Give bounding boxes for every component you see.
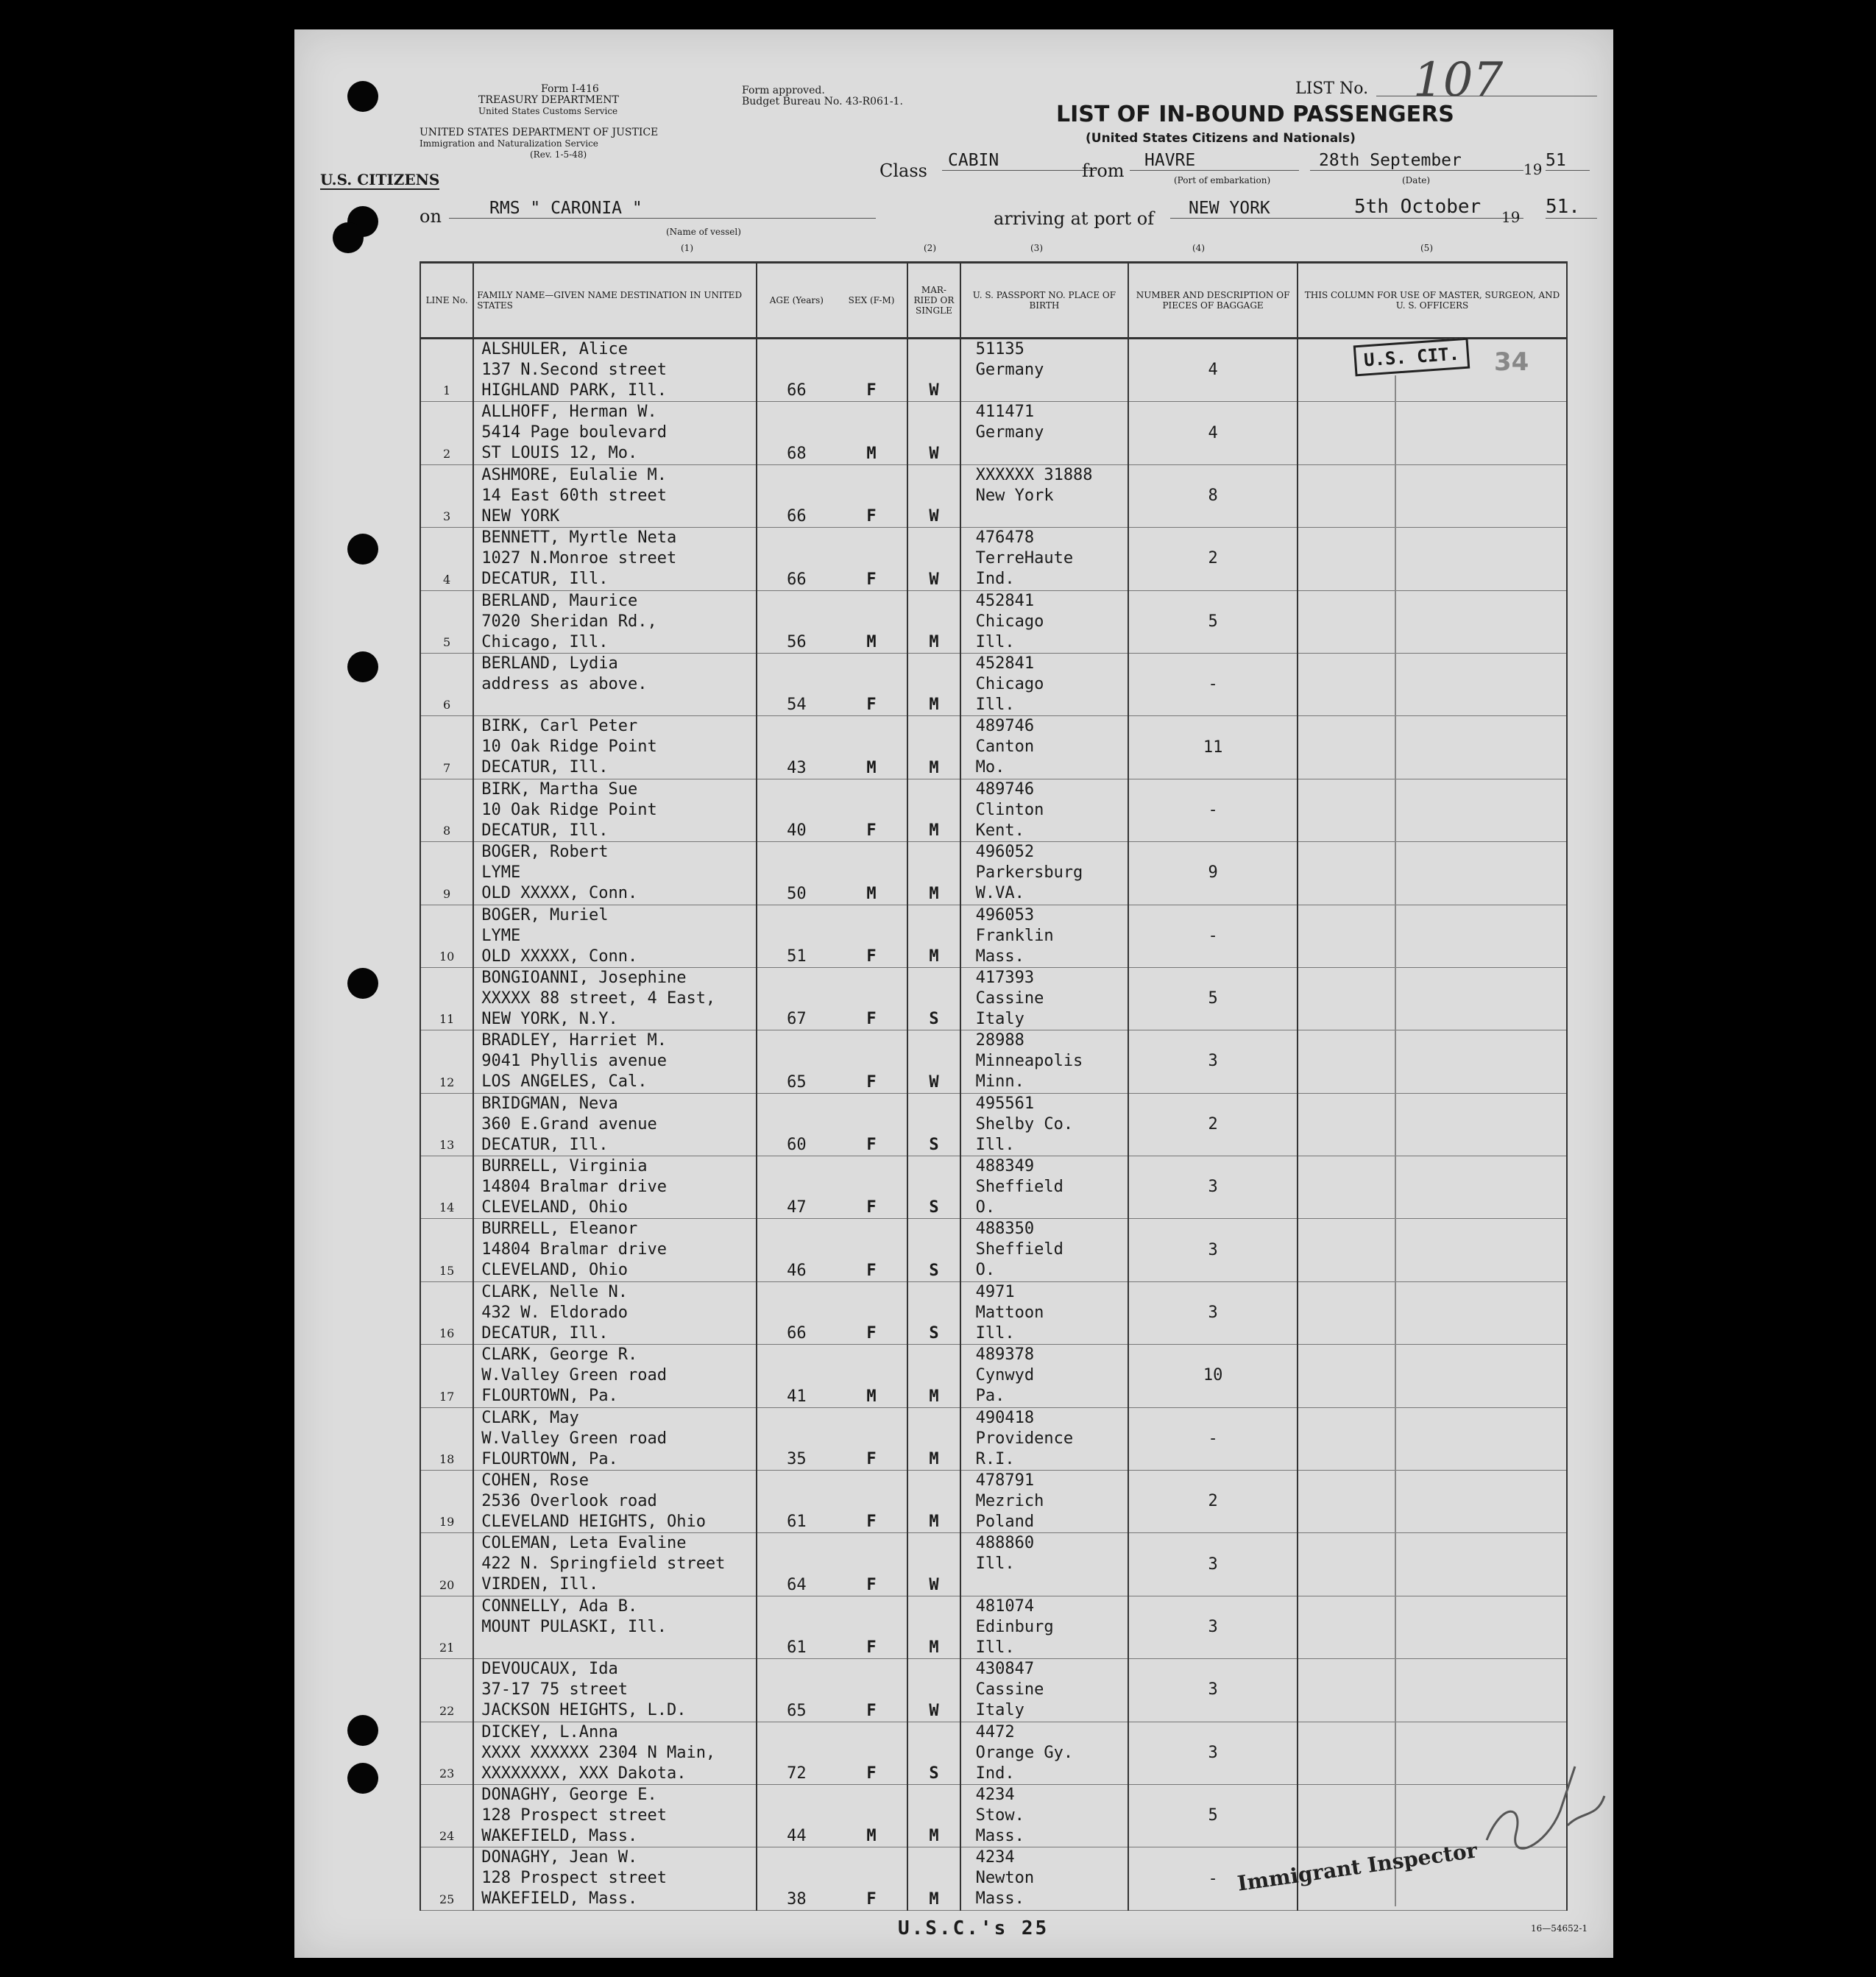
marital-status: M	[907, 1784, 960, 1847]
passenger-name-address: BRIDGMAN, Neva 360 E.Grand avenue DECATUR, Ill.	[473, 1093, 757, 1156]
passport-birthplace: XXXXXX 31888 New York	[960, 464, 1129, 527]
arrival-year: 51.	[1546, 196, 1597, 219]
passenger-sex: F	[836, 1659, 907, 1722]
line-number: 14	[420, 1156, 473, 1219]
marital-status: M	[907, 716, 960, 779]
page-subtitle: (United States Citizens and Nationals)	[1086, 131, 1356, 146]
marital-status: M	[907, 1596, 960, 1658]
arriving-label: arriving at port of	[994, 208, 1155, 229]
passport-birthplace: 476478 TerreHaute Ind.	[960, 528, 1129, 590]
baggage-count: 3	[1128, 1030, 1298, 1093]
col-header-married: MAR-RIED OR SINGLE	[907, 263, 960, 339]
passenger-name-address: CLARK, George R. W.Valley Green road FLOURTOWN, Pa.	[473, 1345, 757, 1407]
passenger-sex: F	[836, 339, 907, 402]
passenger-name-address: DONAGHY, Jean W. 128 Prospect street WAKEFIELD, Mass.	[473, 1847, 757, 1910]
passenger-sex: M	[836, 842, 907, 905]
vessel-caption: (Name of vessel)	[666, 227, 741, 237]
marital-status: W	[907, 528, 960, 590]
baggage-count: -	[1128, 653, 1298, 715]
passport-birthplace: 495561 Shelby Co. Ill.	[960, 1093, 1129, 1156]
passport-birthplace: 4234 Stow. Mass.	[960, 1784, 1129, 1847]
passenger-name-address: CLARK, Nelle N. 432 W. Eldorado DECATUR, Ill.	[473, 1281, 757, 1344]
line-number: 8	[420, 779, 473, 841]
baggage-count: 5	[1128, 1784, 1298, 1847]
officer-use-cell	[1298, 1219, 1567, 1281]
passenger-age: 56	[757, 590, 836, 653]
line-number: 6	[420, 653, 473, 715]
passenger-age: 64	[757, 1533, 836, 1596]
class-value: CABIN	[942, 151, 1097, 171]
passenger-sex: M	[836, 716, 907, 779]
budget-bureau: Budget Bureau No. 43-R061-1.	[742, 96, 903, 107]
line-number: 11	[420, 967, 473, 1030]
passport-birthplace: 452841 Chicago Ill.	[960, 653, 1129, 715]
passenger-age: 67	[757, 967, 836, 1030]
depart-date: 28th September	[1310, 151, 1523, 171]
marital-status: S	[907, 967, 960, 1030]
inspector-signature	[1457, 1722, 1619, 1884]
punch-hole	[347, 1763, 378, 1794]
col-num-4: (4)	[1192, 243, 1205, 253]
department: TREASURY DEPARTMENT	[478, 94, 619, 106]
baggage-count: 8	[1128, 464, 1298, 527]
passenger-name-address: BURRELL, Virginia 14804 Bralmar drive CLEVELAND, Ohio	[473, 1156, 757, 1219]
passport-birthplace: 489746 Canton Mo.	[960, 716, 1129, 779]
passenger-name-address: DICKEY, L.Anna XXXX XXXXXX 2304 N Main, XXXXXXXX, XXX Dakota.	[473, 1722, 757, 1784]
marital-status: M	[907, 779, 960, 841]
col-header-age: AGE (Years)	[757, 263, 836, 339]
baggage-count: 3	[1128, 1219, 1298, 1281]
page-title: LIST OF IN-BOUND PASSENGERS	[1056, 102, 1454, 127]
passport-birthplace: 490418 Providence R.I.	[960, 1407, 1129, 1470]
baggage-count: 11	[1128, 716, 1298, 779]
officer-use-cell	[1298, 1281, 1567, 1344]
punch-hole	[333, 222, 364, 253]
form-number: Form I-416	[541, 83, 599, 95]
passport-birthplace: 478791 Mezrich Poland	[960, 1471, 1129, 1533]
port-embarkation-caption: (Port of embarkation)	[1174, 175, 1271, 185]
passport-birthplace: 430847 Cassine Italy	[960, 1659, 1129, 1722]
marital-status: W	[907, 402, 960, 464]
passenger-age: 41	[757, 1345, 836, 1407]
line-number: 21	[420, 1596, 473, 1658]
officer-use-cell	[1298, 1533, 1567, 1596]
baggage-count: 4	[1128, 339, 1298, 402]
date-caption: (Date)	[1402, 175, 1431, 185]
baggage-count: -	[1128, 1847, 1298, 1910]
passenger-age: 50	[757, 842, 836, 905]
punch-hole	[347, 1715, 378, 1746]
passport-birthplace: 28988 Minneapolis Minn.	[960, 1030, 1129, 1093]
passenger-age: 44	[757, 1784, 836, 1847]
marital-status: M	[907, 1471, 960, 1533]
line-number: 16	[420, 1281, 473, 1344]
passenger-age: 47	[757, 1156, 836, 1219]
marital-status: W	[907, 1659, 960, 1722]
line-number: 15	[420, 1219, 473, 1281]
passenger-sex: M	[836, 1784, 907, 1847]
passenger-name-address: BONGIOANNI, Josephine XXXXX 88 street, 4 East, NEW YORK, N.Y.	[473, 967, 757, 1030]
depart-year: 51	[1546, 151, 1590, 171]
col-header-line: LINE No.	[420, 263, 473, 339]
baggage-count: 2	[1128, 528, 1298, 590]
passport-birthplace: 4234 Newton Mass.	[960, 1847, 1129, 1910]
col-header-officers: THIS COLUMN FOR USE OF MASTER, SURGEON, AND U. S. OFFICERS	[1298, 263, 1567, 339]
baggage-count: -	[1128, 1407, 1298, 1470]
marital-status: M	[907, 1407, 960, 1470]
passenger-sex: F	[836, 528, 907, 590]
passenger-name-address: BRADLEY, Harriet M. 9041 Phyllis avenue LOS ANGELES, Cal.	[473, 1030, 757, 1093]
passport-birthplace: 51135 Germany	[960, 339, 1129, 402]
officer-use-cell	[1298, 779, 1567, 841]
col-header-name: FAMILY NAME—GIVEN NAME DESTINATION IN UNITED STATES	[473, 263, 757, 339]
passenger-sex: M	[836, 1345, 907, 1407]
passport-birthplace: 4971 Mattoon Ill.	[960, 1281, 1129, 1344]
passport-birthplace: 4472 Orange Gy. Ind.	[960, 1722, 1129, 1784]
line-number: 17	[420, 1345, 473, 1407]
service: United States Customs Service	[478, 106, 618, 116]
baggage-count: -	[1128, 779, 1298, 841]
officer-use-cell	[1298, 1659, 1567, 1722]
passenger-age: 66	[757, 528, 836, 590]
col-header-baggage: NUMBER AND DESCRIPTION OF PIECES OF BAGGAGE	[1128, 263, 1298, 339]
passenger-age: 60	[757, 1093, 836, 1156]
passport-birthplace: 481074 Edinburg Ill.	[960, 1596, 1129, 1658]
col-header-passport: U. S. PASSPORT NO. PLACE OF BIRTH	[960, 263, 1129, 339]
passenger-sex: F	[836, 967, 907, 1030]
marital-status: S	[907, 1281, 960, 1344]
passenger-sex: M	[836, 590, 907, 653]
passport-birthplace: 452841 Chicago Ill.	[960, 590, 1129, 653]
passport-birthplace: 417393 Cassine Italy	[960, 967, 1129, 1030]
officer-use-cell	[1298, 1407, 1567, 1470]
line-number: 22	[420, 1659, 473, 1722]
baggage-count: 3	[1128, 1722, 1298, 1784]
marital-status: W	[907, 339, 960, 402]
punch-hole	[347, 81, 378, 112]
marital-status: M	[907, 842, 960, 905]
passport-birthplace: 489746 Clinton Kent.	[960, 779, 1129, 841]
passport-birthplace: 411471 Germany	[960, 402, 1129, 464]
passenger-name-address: BIRK, Martha Sue 10 Oak Ridge Point DECATUR, Ill.	[473, 779, 757, 841]
passenger-age: 65	[757, 1030, 836, 1093]
passenger-name-address: CLARK, May W.Valley Green road FLOURTOWN, Pa.	[473, 1407, 757, 1470]
print-code: 16—54652-1	[1531, 1923, 1588, 1934]
marital-status: S	[907, 1093, 960, 1156]
passenger-sex: F	[836, 1596, 907, 1658]
passenger-sex: F	[836, 653, 907, 715]
baggage-count: 10	[1128, 1345, 1298, 1407]
baggage-count: 5	[1128, 590, 1298, 653]
baggage-count: 3	[1128, 1281, 1298, 1344]
class-label: Class	[879, 160, 927, 181]
officer-use-cell	[1298, 464, 1567, 527]
marital-status: M	[907, 905, 960, 967]
marital-status: S	[907, 1722, 960, 1784]
table-header-row	[420, 263, 1567, 339]
passport-birthplace: 489378 Cynwyd Pa.	[960, 1345, 1129, 1407]
marital-status: M	[907, 1345, 960, 1407]
marital-status: W	[907, 464, 960, 527]
inspector-title: Immigrant Inspector	[1236, 1838, 1479, 1896]
col-header-sex: SEX (F-M)	[836, 263, 907, 339]
col-num-3: (3)	[1030, 243, 1043, 253]
passenger-name-address: BENNETT, Myrtle Neta 1027 N.Monroe street DECATUR, Ill.	[473, 528, 757, 590]
passenger-sex: F	[836, 1030, 907, 1093]
passenger-age: 66	[757, 339, 836, 402]
port-embarkation: HAVRE	[1130, 151, 1299, 171]
passenger-name-address: BOGER, Robert LYME OLD XXXXX, Conn.	[473, 842, 757, 905]
us-citizen-stamp: U.S. CIT.	[1353, 338, 1470, 377]
footer-total: U.S.C.'s 25	[898, 1917, 1050, 1939]
arrival-date: 5th October	[1339, 196, 1523, 219]
officer-use-cell	[1298, 716, 1567, 779]
passenger-sex: F	[836, 1847, 907, 1910]
passenger-sex: F	[836, 1281, 907, 1344]
officer-use-cell	[1298, 1596, 1567, 1658]
col-num-1: (1)	[681, 243, 693, 253]
passport-birthplace: 496053 Franklin Mass.	[960, 905, 1129, 967]
list-no-label: LIST No.	[1295, 79, 1369, 98]
col-num-5: (5)	[1420, 243, 1433, 253]
baggage-count: 3	[1128, 1596, 1298, 1658]
passenger-age: 46	[757, 1219, 836, 1281]
justice-dept: UNITED STATES DEPARTMENT OF JUSTICE	[420, 127, 659, 138]
on-label: on	[420, 206, 442, 227]
line-number: 20	[420, 1533, 473, 1596]
passenger-name-address: BERLAND, Maurice 7020 Sheridan Rd., Chicago, Ill.	[473, 590, 757, 653]
passenger-name-address: DONAGHY, George E. 128 Prospect street WAKEFIELD, Mass.	[473, 1784, 757, 1847]
officer-use-cell	[1298, 653, 1567, 715]
baggage-count: 5	[1128, 967, 1298, 1030]
passenger-sex: F	[836, 1156, 907, 1219]
col-num-2: (2)	[924, 243, 936, 253]
line-number: 13	[420, 1093, 473, 1156]
passenger-sex: F	[836, 464, 907, 527]
officer-use-cell	[1298, 905, 1567, 967]
passenger-sex: F	[836, 905, 907, 967]
officer-use-cell	[1298, 590, 1567, 653]
passenger-age: 68	[757, 402, 836, 464]
punch-hole	[347, 968, 378, 999]
baggage-count: 4	[1128, 402, 1298, 464]
marital-status: M	[907, 653, 960, 715]
form-approved: Form approved.	[742, 85, 825, 96]
vessel-name: RMS " CARONIA "	[449, 199, 876, 219]
baggage-count: 3	[1128, 1659, 1298, 1722]
line-number: 12	[420, 1030, 473, 1093]
passenger-name-address: ASHMORE, Eulalie M. 14 East 60th street NEW YORK	[473, 464, 757, 527]
passenger-name-address: BOGER, Muriel LYME OLD XXXXX, Conn.	[473, 905, 757, 967]
passenger-name-address: COHEN, Rose 2536 Overlook road CLEVELAND HEIGHTS, Ohio	[473, 1471, 757, 1533]
passenger-sex: F	[836, 1407, 907, 1470]
passenger-age: 66	[757, 1281, 836, 1344]
line-number: 5	[420, 590, 473, 653]
passenger-age: 54	[757, 653, 836, 715]
passenger-sex: F	[836, 1219, 907, 1281]
punch-hole	[347, 651, 378, 682]
officer-use-cell	[1298, 842, 1567, 905]
officer-use-cell	[1298, 1345, 1567, 1407]
passenger-age: 66	[757, 464, 836, 527]
passenger-name-address: ALLHOFF, Herman W. 5414 Page boulevard ST LOUIS 12, Mo.	[473, 402, 757, 464]
line-number: 24	[420, 1784, 473, 1847]
officer-use-cell	[1298, 1093, 1567, 1156]
baggage-count: -	[1128, 905, 1298, 967]
passport-birthplace: 488860 Ill.	[960, 1533, 1129, 1596]
passenger-age: 40	[757, 779, 836, 841]
stamp-number: 34	[1494, 347, 1529, 377]
passenger-age: 35	[757, 1407, 836, 1470]
passenger-name-address: COLEMAN, Leta Evaline 422 N. Springfield street VIRDEN, Ill.	[473, 1533, 757, 1596]
line-number: 18	[420, 1407, 473, 1470]
marital-status: W	[907, 1030, 960, 1093]
line-number: 9	[420, 842, 473, 905]
line-number: 7	[420, 716, 473, 779]
passenger-age: 38	[757, 1847, 836, 1910]
passenger-sex: F	[836, 1533, 907, 1596]
passenger-age: 61	[757, 1596, 836, 1658]
passenger-age: 43	[757, 716, 836, 779]
passenger-sex: F	[836, 1093, 907, 1156]
passenger-sex: M	[836, 402, 907, 464]
line-number: 19	[420, 1471, 473, 1533]
line-number: 25	[420, 1847, 473, 1910]
passenger-age: 65	[757, 1659, 836, 1722]
marital-status: M	[907, 590, 960, 653]
officer-use-cell	[1298, 1030, 1567, 1093]
section-label: U.S. CITIZENS	[320, 171, 440, 188]
baggage-count: 2	[1128, 1471, 1298, 1533]
passenger-name-address: BURRELL, Eleanor 14804 Bralmar drive CLEVELAND, Ohio	[473, 1219, 757, 1281]
passenger-name-address: BIRK, Carl Peter 10 Oak Ridge Point DECATUR, Ill.	[473, 716, 757, 779]
officer-use-cell	[1298, 967, 1567, 1030]
marital-status: M	[907, 1847, 960, 1910]
marital-status: W	[907, 1533, 960, 1596]
line-number: 10	[420, 905, 473, 967]
marital-status: S	[907, 1219, 960, 1281]
baggage-count: 3	[1128, 1533, 1298, 1596]
revision: (Rev. 1-5-48)	[530, 149, 587, 160]
officer-use-cell	[1298, 1156, 1567, 1219]
passenger-name-address: BERLAND, Lydia address as above.	[473, 653, 757, 715]
officer-use-cell	[1298, 528, 1567, 590]
passport-birthplace: 488350 Sheffield O.	[960, 1219, 1129, 1281]
document-page: Form I-416 TREASURY DEPARTMENT United States Customs Service UNITED STATES DEPARTMENT OF JUSTICE Immigration and Naturalization Service (Rev. 1-5-48) Form approved. Budget Bureau No. 43-R061-1. LIST No. 107 LIST OF IN-BOUND PASSENGERS (United States Citizens and Nationals) U.S. CITIZENS Class CABIN from HAVRE (Port of embarkation) 28th September 19 51 (Date) on RMS " CARONIA " (Name of vessel) arriving at port of NEW YORK 5th October 19 51. (1) (2) (3) (4) (5) LINE No. FAMILY NAME—GIVEN NAME DESTINATION IN UNITED STATES AGE (Years) SEX (F-M) MAR-RIED OR SINGLE U. S. PASSPORT NO. PLACE OF BIRTH NUMBER AND DESCRIPTION OF PIECES OF BAGGAGE THIS COLUMN FOR USE OF MASTER, SURGEON, AND U. S. OFFICERS 1 ALSHULER, Alice 137 N.Second street HIGHLAND PARK, Ill. 66 F W 51135 Germany 4 2 ALLHOFF, Herman W. 5414 Page boulevard ST LOUIS 12, Mo. 68 M W 411471 Germany 4 3 ASHMORE, Eulalie M. 14 East 60th street NEW YORK 66 F W XXXXXX 31888 New York 8 4 BENNETT, Myrtle Neta 1027 N.Monroe street DECATUR, Ill. 66 F W 476478 TerreHaute Ind. 2 5 BERLAND, Maurice 7020 Sheridan Rd., Chicago, Ill. 56 M M 452841 Chicago Ill. 5 6 BERLAND, Lydia address as above. 54 F M 452841 Chicago Ill. - 7 BIRK, Carl Peter 10 Oak Ridge Point DECATUR, Ill. 43 M M 489746 Canton Mo. 11 8 BIRK, Martha Sue 10 Oak Ridge Point DECATUR, Ill. 40 F M 489746 Clinton Kent. - 9 BOGER, Robert LYME OLD XXXXX, Conn. 50 M M 496052 Parkersburg W.VA. 9 10 BOGER, Muriel LYME OLD XXXXX, Conn. 51 F M 496053 Franklin Mass. - 11 BONGIOANNI, Josephine XXXXX 88 street, 4 East, NEW YORK, N.Y. 67 F S 417393 Cassine Italy 5 12 BRADLEY, Harriet M. 9041 Phyllis avenue LOS ANGELES, Cal. 65 F W 28988 Minneapolis Minn. 3 13 BRIDGMAN, Neva 360 E.Grand avenue DECATUR, Ill. 60 F S 495561 Shelby Co. Ill. 2 14 BURRELL, Virginia 14804 Bralmar drive CLEVELAND, Ohio 47 F S 488349 Sheffield O. 3 15 BURRELL, Eleanor 14804 Bralmar drive CLEVELAND, Ohio 46 F S 488350 Sheffield O. 3 16 CLARK, Nelle N. 432 W. Eldorado DECATUR, Ill. 66 F S 4971 Mattoon Ill. 3 17 CLARK, George R. W.Valley Green road FLOURTOWN, Pa. 41 M M 489378 Cynwyd Pa. 10 18 CLARK, May W.Valley Green road FLOURTOWN, Pa. 35 F M 490418 Providence R.I. - 19 COHEN, Rose 2536 Overlook road CLEVELAND HEIGHTS, Ohio 61 F M 478791 Mezrich Poland 2 20 COLEMAN, Leta Evaline 422 N. Springfield street VIRDEN, Ill. 64 F W 488860 Ill. 3 21 CONNELLY, Ada B. MOUNT PULASKI, Ill. 61 F M 481074 Edinburg Ill. 3 22 DEVOUCAUX, Ida 37-17 75 street JACKSON HEIGHTS, L.D. 65 F W 430847 Cassine Italy 3 23 DICKEY, L.Anna XXXX XXXXXX 2304 N Main, XXXXXXXX, XXX Dakota. 72 F S 4472 Orange Gy. Ind. 3 24 DONAGHY, George E. 128 Prospect street WAKEFIELD, Mass. 44 M M 4234 Stow. Mass. 5 25 DONAGHY, Jean W. 128 Prospect street WAKEFIELD, Mass. 38 F M 4234 Newton Mass. - U.S. CIT. 34 Immigrant Inspector U.S.C.'s 25 16—54652-1	[294, 29, 1613, 1958]
baggage-count: 3	[1128, 1156, 1298, 1219]
passenger-age: 61	[757, 1471, 836, 1533]
line-number: 1	[420, 339, 473, 402]
punch-hole	[347, 534, 378, 565]
officer-use-cell	[1298, 402, 1567, 464]
baggage-count: 2	[1128, 1093, 1298, 1156]
line-number: 3	[420, 464, 473, 527]
passenger-sex: F	[836, 779, 907, 841]
passenger-sex: F	[836, 1722, 907, 1784]
line-number: 23	[420, 1722, 473, 1784]
arrival-port: NEW YORK	[1170, 199, 1369, 219]
officer-use-cell	[1298, 1471, 1567, 1533]
line-number: 4	[420, 528, 473, 590]
passport-birthplace: 496052 Parkersburg W.VA.	[960, 842, 1129, 905]
passenger-name-address: DEVOUCAUX, Ida 37-17 75 street JACKSON HEIGHTS, L.D.	[473, 1659, 757, 1722]
list-number: 107	[1413, 53, 1504, 107]
baggage-count: 9	[1128, 842, 1298, 905]
passenger-age: 51	[757, 905, 836, 967]
line-number: 2	[420, 402, 473, 464]
passport-birthplace: 488349 Sheffield O.	[960, 1156, 1129, 1219]
from-label: from	[1082, 160, 1125, 181]
passenger-age: 72	[757, 1722, 836, 1784]
marital-status: S	[907, 1156, 960, 1219]
passenger-name-address: ALSHULER, Alice 137 N.Second street HIGHLAND PARK, Ill.	[473, 339, 757, 402]
passenger-sex: F	[836, 1471, 907, 1533]
passenger-name-address: CONNELLY, Ada B. MOUNT PULASKI, Ill.	[473, 1596, 757, 1658]
ins: Immigration and Naturalization Service	[420, 138, 598, 149]
